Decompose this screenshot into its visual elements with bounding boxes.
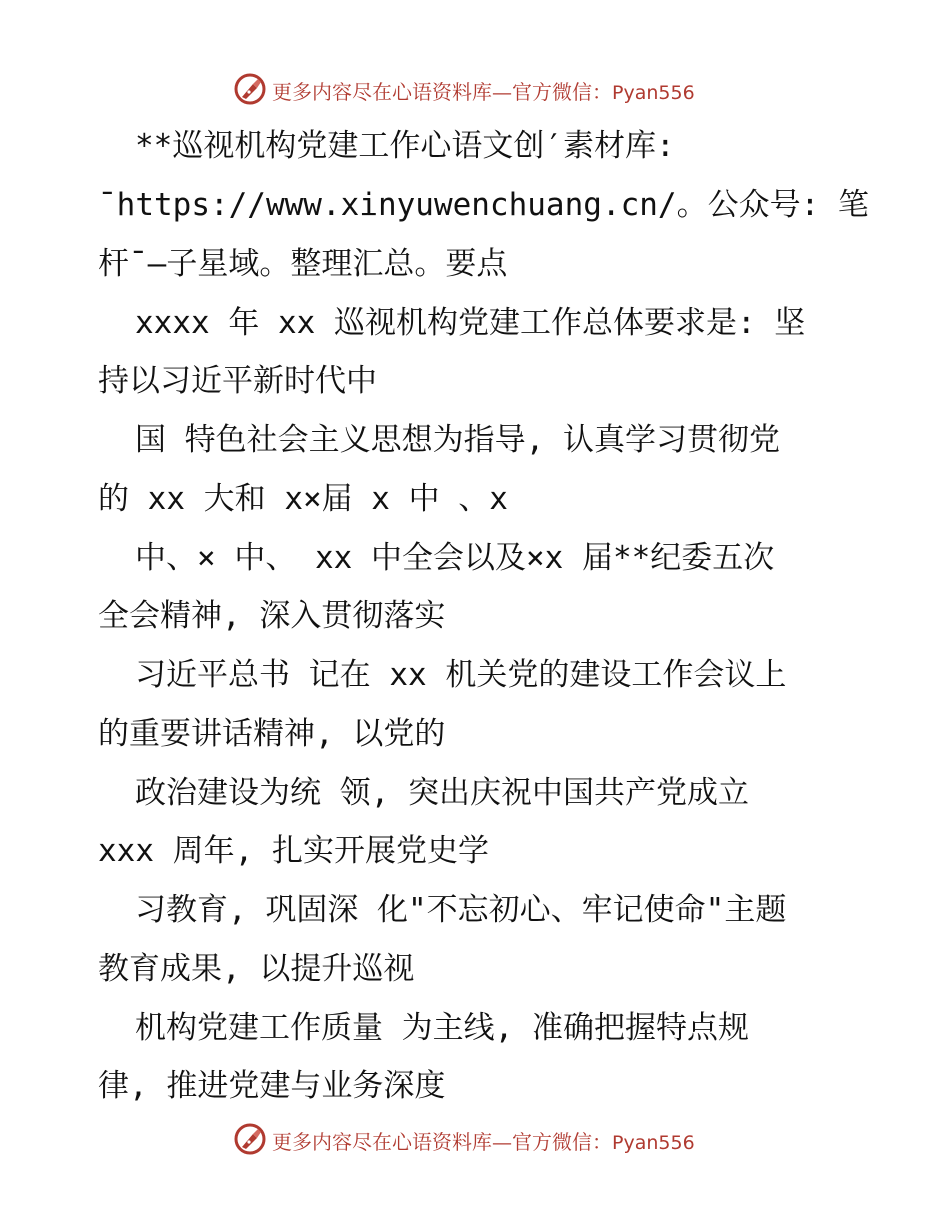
text-line: 国 特色社会主义思想为指导, 认真学习贯彻党 bbox=[135, 422, 780, 458]
header-banner bbox=[0, 70, 950, 110]
text-line: 中、× 中、 xx 中全会以及×x 届**纪委五次 bbox=[135, 540, 775, 576]
pen-nib-logo-icon bbox=[233, 1122, 267, 1156]
text-line: 机构党建工作质量 为主线, 准确把握特点规 bbox=[135, 1010, 749, 1046]
footer-banner bbox=[0, 1120, 950, 1160]
text-line: 习教育, 巩固深 化"不忘初心、牢记使命"主题 bbox=[135, 892, 787, 928]
banner-caption: 更多内容尽在心语资料库—官方微信： bbox=[272, 1130, 612, 1154]
text-line: 持以习近平新时代中 bbox=[98, 363, 377, 399]
text-line: 杆¯—子星域。整理汇总。要点 bbox=[98, 246, 508, 282]
wechat-id: Pyan556 bbox=[612, 82, 695, 104]
text-line: 的重要讲话精神, 以党的 bbox=[98, 716, 446, 752]
banner-caption: 更多内容尽在心语资料库—官方微信： bbox=[272, 80, 612, 104]
text-line: 教育成果, 以提升巡视 bbox=[98, 951, 415, 987]
text-line: 习近平总书 记在 xx 机关党的建设工作会议上 bbox=[135, 657, 787, 693]
text-line: xxxx 年 xx 巡视机构党建工作总体要求是: 坚 bbox=[135, 305, 806, 341]
text-line: 政治建设为统 领, 突出庆祝中国共产党成立 bbox=[135, 775, 749, 811]
text-line: 全会精神, 深入贯彻落实 bbox=[98, 598, 446, 634]
text-line: **巡视机构党建工作心语文创′素材库: bbox=[135, 128, 675, 164]
banner-text bbox=[272, 76, 695, 105]
text-line: 律, 推进党建与业务深度 bbox=[98, 1068, 446, 1104]
text-line: ¯https://www.xinyuwenchuang.cn/。公众号: 笔 bbox=[98, 187, 869, 223]
text-line: 的 xx 大和 x×届 x 中 、x bbox=[98, 481, 508, 517]
text-line: xxx 周年, 扎实开展党史学 bbox=[98, 833, 489, 869]
pen-nib-logo-icon bbox=[233, 72, 267, 106]
banner-text bbox=[272, 1126, 695, 1155]
wechat-id: Pyan556 bbox=[612, 1132, 695, 1154]
